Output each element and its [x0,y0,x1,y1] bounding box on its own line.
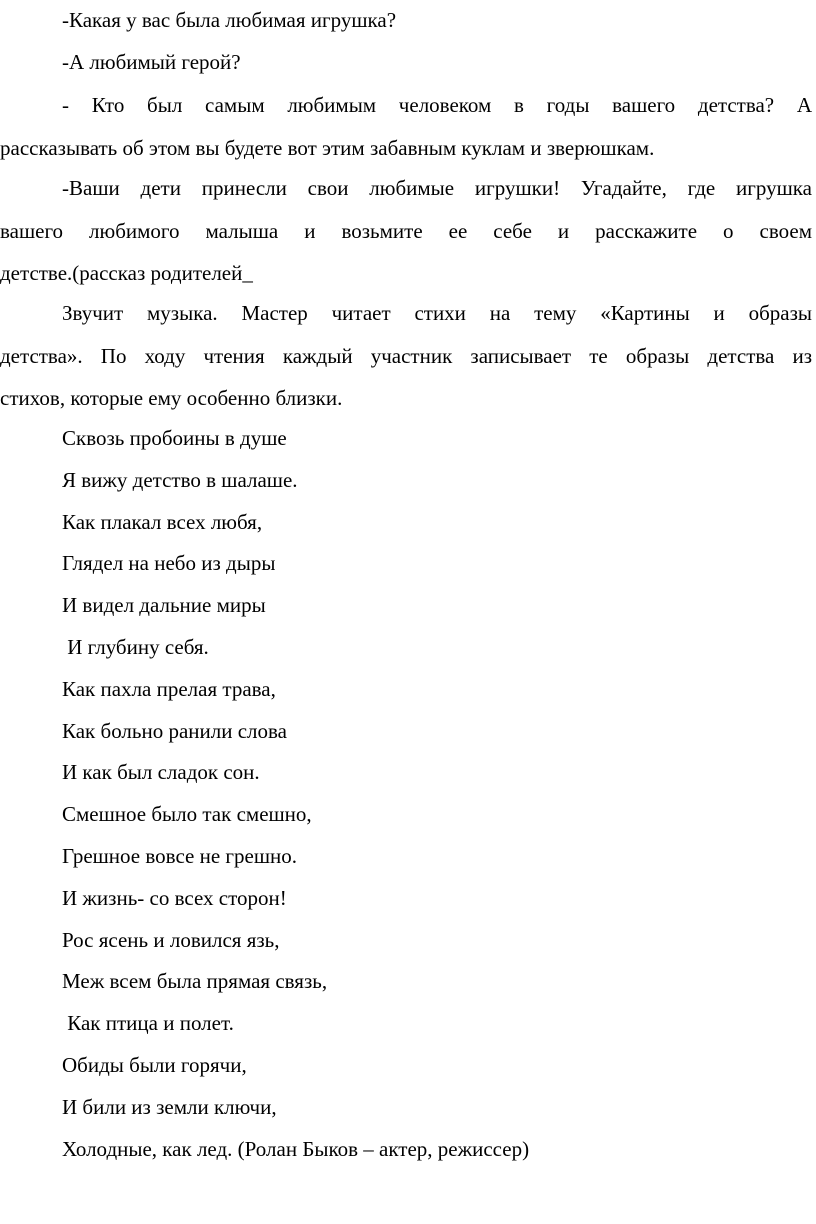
paragraph-line: Звучит музыка. Мастер читает стихи на тему «Картины и образы [62,301,812,325]
paragraph-line: вашего любимого малыша и возьмите ее себе и расскажите о своем [0,218,812,243]
poem-line: И били из земли ключи, [62,1094,277,1119]
paragraph-favorite-person [0,84,812,169]
poem-line: Обиды были горячи, [62,1052,247,1077]
poem-line: Смешное было так смешно, [62,802,312,827]
question-text: -Какая у вас была любимая игрушка? [62,8,397,32]
poem-line: И как был сладок сон. [62,760,260,785]
question-favorite-hero [0,41,816,84]
poem-line: И жизнь- со всех сторон! [62,885,287,910]
poem-line: Глядел на небо из дыры [62,551,276,576]
paragraph-line: детстве.(рассказ родителей_ [0,261,253,285]
poem-line: Сквозь пробоины в душе [62,426,287,450]
poem-line: Как пахла прелая трава, [62,676,276,701]
poem-line: Как птица и полет. [62,1011,234,1036]
question-text: -А любимый герой? [62,50,241,74]
poem-line: Холодные, как лед. (Ролан Быков – актер, режиссер) [62,1136,530,1161]
paragraph-line: стихов, которые ему особенно близки. [0,386,343,410]
question-favorite-toy [0,0,816,42]
paragraph-children-toys [0,167,812,295]
poem-line: И видел дальние миры [62,593,266,618]
paragraph-music-master [0,292,812,420]
poem-line: Грешное вовсе не грешно. [62,843,297,868]
poem [62,418,529,1170]
paragraph-line: детства». По ходу чтения каждый участник записывает те образы детства из [0,343,812,368]
paragraph-line: рассказывать об этом вы будете вот этим забавным куклам и зверюшкам. [0,135,655,160]
poem-line: Как плакал всех любя, [62,509,263,534]
poem-line: Меж всем была прямая связь, [62,969,328,994]
poem-line: Рос ясень и ловился язь, [62,927,280,952]
paragraph-line: - Кто был самым любимым человеком в годы вашего детства? А [62,93,812,117]
paragraph-line: -Ваши дети принесли свои любимые игрушки! Угадайте, где игрушка [62,176,812,200]
poem-line: И глубину себя. [62,634,209,659]
poem-line: Как больно ранили слова [62,718,287,743]
poem-line: Я вижу детство в шалаше. [62,467,298,492]
